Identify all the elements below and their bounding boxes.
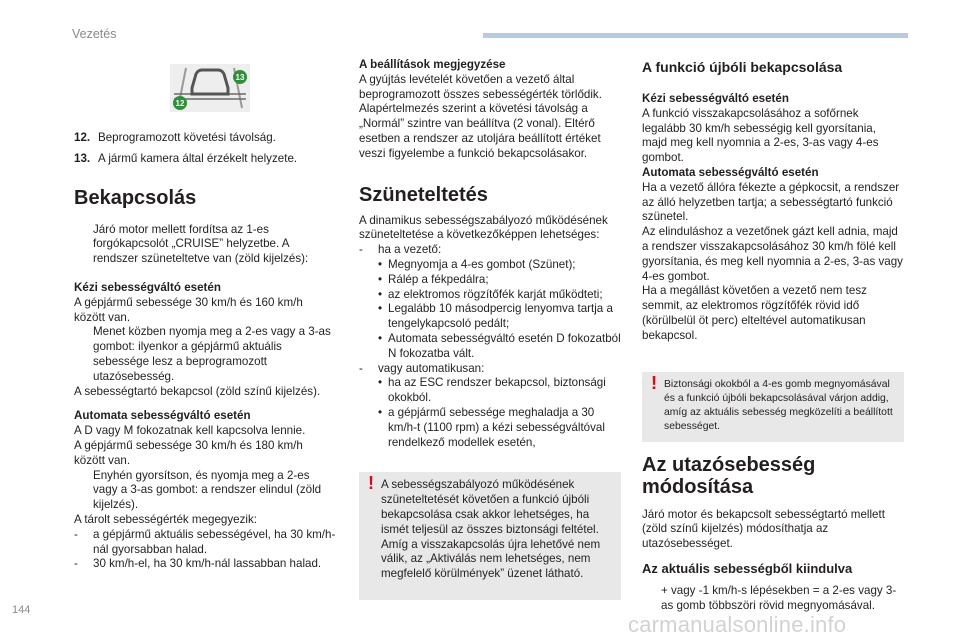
dot-item: • Automata sebességváltó esetén D fokozatból N fokozatba vált. <box>378 331 621 360</box>
subheading: A beállítások megjegyzése <box>359 58 506 71</box>
bullet-marker-icon <box>74 469 93 513</box>
dash-item: - a gépjármű aktuális sebességével, ha 30 km/h-nál gyorsabban halad. <box>74 527 336 556</box>
dash-item: - 30 km/h-el, ha 30 km/h-nál lassabban halad. <box>74 557 322 571</box>
badge-13: 13 <box>235 73 245 82</box>
legend-item: 13. A jármű kamera által érzékelt helyzete. <box>74 151 298 165</box>
section-title-szuneteltetes: Szüneteltetés <box>359 183 488 206</box>
bullet-marker-icon <box>74 223 93 267</box>
dash-item: - vagy automatikusan: <box>359 361 485 375</box>
subheading: Kézi sebességváltó esetén <box>642 92 789 105</box>
header-section-title: Vezetés <box>72 27 117 41</box>
section-title-modositas: Az utazósebesség módosítása <box>642 453 816 498</box>
dot-item: • az elektromos rögzítőfék karját működteti; <box>378 287 603 301</box>
badge-12: 12 <box>175 99 185 108</box>
dot-item: • a gépjármű sebessége meghaladja a 30 km/h-t (1100 rpm) a kézi sebességváltóval rendelkező modellek esetén, <box>378 405 605 449</box>
subheading: Automata sebességváltó esetén <box>74 409 251 423</box>
section-title-bekapcsolas: Bekapcsolás <box>74 186 197 209</box>
dash-item: - ha a vezető: <box>359 243 442 257</box>
bullet-marker-icon <box>74 325 93 384</box>
legend-item: 12. Beprogramozott követési távolság. <box>74 131 276 144</box>
column-1: 12. Beprogramozott követési távolság. 13. A jármű kamera által érzékelt helyzete. Bekapcsolás Járó motor mellett fordítsa az 1-es forgókapcsolót „CRUISE” helyzetbe. A rendszer szüneteltetve van (zöld kijelzés): Kézi sebességváltó esetén A gépjármű sebessége 30 km/h és 160 km/h között van. Menet közben nyomja meg a 2-es vagy a 3-as gombot: ilyenkor a gépjármű aktuális sebessége lesz a beprogramozott utazósebesség. A sebességtartó bekapcsol (zöld színű kijelzés). Automata sebességváltó esetén A D vagy M fokozatnak kell kapcsolva lennie. A gépjármű sebessége 30 km/h és 180 km/h között van. Enyhén gyorsítson, és nyomja meg a 2-es vagy a 3-as gombot: a rendszer elindul (zöld kijelzés). A tárolt sebességérték megegyezik: - a gépjármű aktuális sebességével, ha 30 km/h-nál gyorsabban halad. - 30 km/h-el, ha 30 km/h-nál lassabban halad. <box>74 131 336 571</box>
page-number: 144 <box>12 604 31 616</box>
subheading: Automata sebességváltó esetén <box>642 165 819 179</box>
column-2: A beállítások megjegyzése A gyújtás levételét követően a vezető által beprogramozott összes sebességérték törlődik. Alapértelmezés szerint a követési távolság a „Normál” szintre van beállítva (2 vonal). Eltérő esetben a rendszer az utoljára beállított értéket veszi figyelembe a funkció bekapcsolásakor. Szüneteltetés A dinamikus sebességszabályozó működésének szüneteltetése a következőképpen lehetséges: - ha a vezető: • Megnyomja a 4-es gombot (Szünet); • Rálép a fékpedálra; • az elektromos rögzítőfék karját működteti; • Legalább 10 másodpercig lenyomva tartja a tengelykapcsoló pedált; • Automata sebességváltó esetén D fokozatból N fokozatba vált. - vagy automatikusan: • ha az ESC rendszer bekapcsol, biztonsági okokból. • a gépjármű sebessége meghaladja a 30 km/h-t (1100 rpm) a kézi sebességváltóval rendelkező modellek esetén, ! A sebességszabályozó működésének szüneteltetését követően a funkció újbóli bekapcsolása csak akkor lehetséges, ha ismét teljesül az összes biztonsági feltétel. Amíg a visszakapcsolás újra lehetővé nem válik, az „Aktiválás nem lehetséges, nem megfelelő körülmények” üzenet látható. <box>359 58 621 600</box>
section-title-ujra: A funkció újbóli bekapcsolása <box>642 59 843 75</box>
header-bar <box>483 33 908 38</box>
warning-icon: ! <box>368 473 374 494</box>
column-3: A funkció újbóli bekapcsolása Kézi sebességváltó esetén A funkció visszakapcsolásához a sofőrnek legalább 30 km/h sebességig kell gyorsítania, majd meg kell nyomnia a 2-es, 3-as vagy 4-es gombot. Automata sebességváltó esetén Ha a vezető állóra fékezte a gépkocsit, a rendszer az álló helyzetben tartja; a sebességtartó funkció szünetel. Az elinduláshoz a vezetőnek gázt kell adnia, majd a rendszer visszakapcsolásához 30 km/h fölé kell gyorsítania, és meg kell nyomnia a 2-es, 3-as vagy 4-es gombot. Ha a megállást követően a vezető nem tesz semmit, az elektromos rögzítőfék rövid idő (körülbelül öt perc) elteltével automatikusan bekapcsol. ! Biztonsági okokból a 4-es gomb megnyomásával és a funkció újbóli bekapcsolásával várjon addig, amíg az aktuális sebesség megközelíti a beállított sebességet. Az utazósebesség módosítása Járó motor és bekapcsolt sebességtartó mellett (zöld színű kijelzés) módosíthatja az utazósebességet. Az aktuális sebességből kiindulva + vagy -1 km/h-s lépésekben = a 2-es vagy 3-as gomb többszöri rövid megnyomásával. <box>642 59 903 612</box>
camera-distance-illustration <box>160 64 260 112</box>
bullet-item: + vagy -1 km/h-s lépésekben = a 2-es vagy 3-as gomb többszöri rövid megnyomásával. <box>642 584 904 614</box>
warning-box: ! Biztonsági okokból a 4-es gomb megnyomásával és a funkció újbóli bekapcsolásával várjon addig, amíg az aktuális sebesség megközelíti a beállított sebességet. <box>642 372 904 442</box>
warning-box: ! A sebességszabályozó működésének szüneteltetését követően a funkció újbóli bekapcsolása csak akkor lehetséges, ha ismét teljesül az összes biztonsági feltétel. Amíg a visszakapcsolás újra lehetővé nem válik, az „Aktiválás nem lehetséges, nem megfelelő körülmények” üzenet látható. <box>359 472 621 600</box>
bullet-item: Menet közben nyomja meg a 2-es vagy a 3-as gombot: ilyenkor a gépjármű aktuális sebessége lesz a beprogramozott utazósebesség. <box>74 325 336 384</box>
dot-item: • Megnyomja a 4-es gombot (Szünet); <box>378 257 576 271</box>
dot-item: • ha az ESC rendszer bekapcsol, biztonsági okokból. <box>378 376 606 405</box>
subsection-title: Az aktuális sebességből kiindulva <box>642 560 853 576</box>
bullet-item: Enyhén gyorsítson, és nyomja meg a 2-es vagy a 3-as gombot: a rendszer elindul (zöld kijelzés). <box>74 469 336 513</box>
bullet-marker-icon <box>642 584 661 614</box>
warning-icon: ! <box>651 372 657 393</box>
watermark: carmanualsonline.info <box>628 612 847 637</box>
bullet-item: Járó motor mellett fordítsa az 1-es forgókapcsolót „CRUISE” helyzetbe. A rendszer szüneteltetve van (zöld kijelzés): <box>74 223 336 267</box>
dot-item: • Rálép a fékpedálra; <box>378 272 489 286</box>
subheading: Kézi sebességváltó esetén <box>74 280 221 294</box>
dot-item: • Legalább 10 másodpercig lenyomva tartja a tengelykapcsoló pedált; <box>378 302 613 331</box>
